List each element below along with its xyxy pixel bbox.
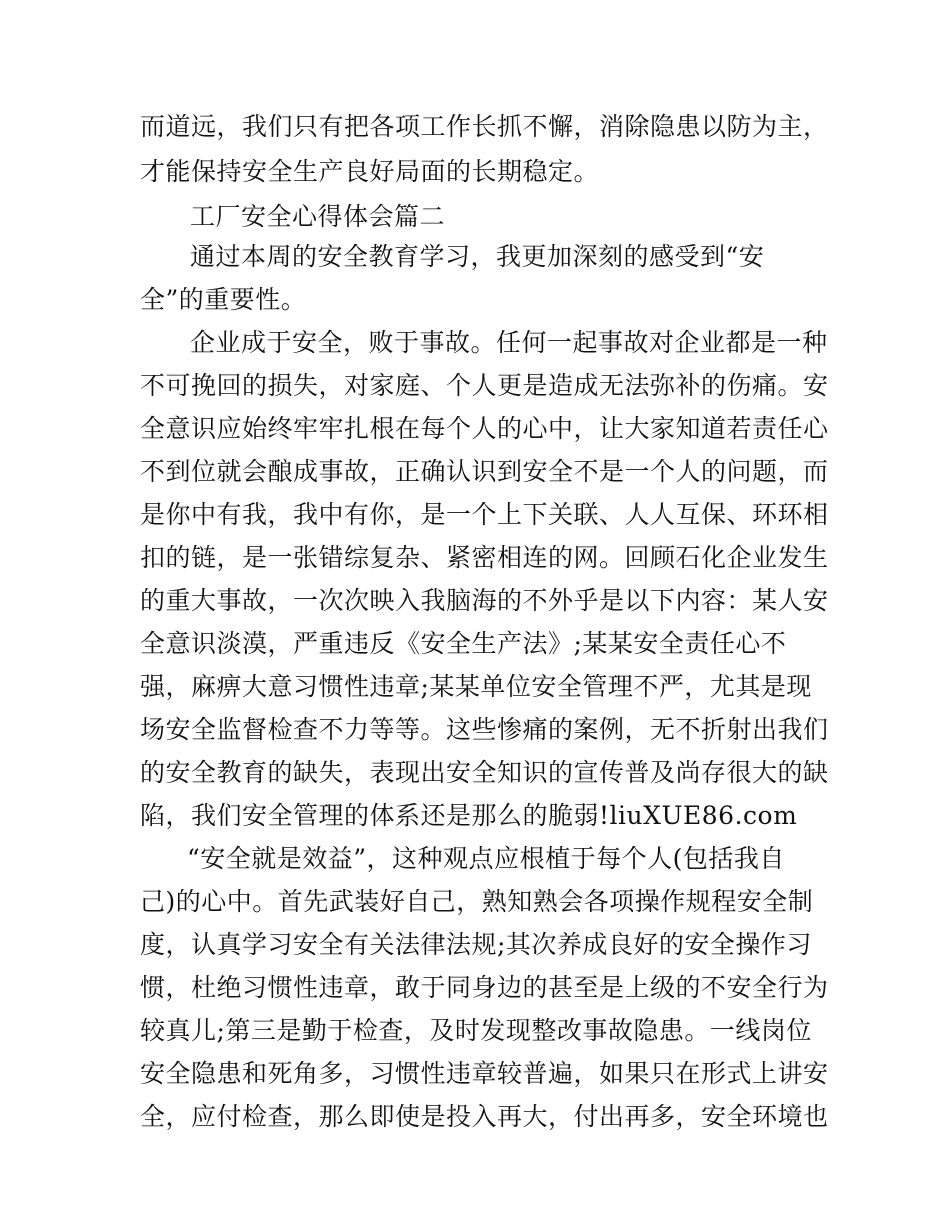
text-line: 全，应付检查，那么即使是投入再大，付出再多，安全环境也 [140,1102,829,1131]
text-line: 度，认真学习安全有关法律法规;其次养成良好的安全操作习 [140,930,812,959]
text-line: 己)的心中。首先武装好自己，熟知熟会各项操作规程安全制 [140,887,814,916]
text-line: “安全就是效益”，这种观点应根植于每个人(包括我自 [187,844,785,873]
text-line: 而道远，我们只有把各项工作长抓不懈，消除隐患以防为主， [140,112,829,141]
text-line: 企业成于安全，败于事故。任何一起事故对企业都是一种 [190,328,828,357]
section-heading: 工厂安全心得体会篇二 [190,202,446,231]
text-line: 全”的重要性。 [140,285,307,314]
text-line: 较真儿;第三是勤于检查，及时发现整改事故隐患。一线岗位 [140,1016,812,1045]
text-line: 全意识应始终牢牢扎根在每个人的心中，让大家知道若责任心 [140,414,829,443]
text-line: 场安全监督检查不力等等。这些惨痛的案例，无不折射出我们 [140,715,829,744]
text-line: 惯，杜绝习惯性违章，敢于同身边的甚至是上级的不安全行为 [140,973,829,1002]
text-line: 不到位就会酿成事故，正确认识到安全不是一个人的问题，而 [140,457,829,486]
text-line: 安全隐患和死角多，习惯性违章较普遍，如果只在形式上讲安 [140,1059,829,1088]
text-line: 陷，我们安全管理的体系还是那么的脆弱!liuXUE86.com [140,801,798,830]
text-line: 强，麻痹大意习惯性违章;某某单位安全管理不严，尤其是现 [140,672,812,701]
text-line: 不可挽回的损失，对家庭、个人更是造成无法弥补的伤痛。安 [140,371,829,400]
text-line: 扣的链，是一张错综复杂、紧密相连的网。回顾石化企业发生 [140,543,829,572]
text-line: 才能保持安全生产良好局面的长期稳定。 [140,157,600,186]
text-line: 的安全教育的缺失，表现出安全知识的宣传普及尚存很大的缺 [140,758,829,787]
text-line: 是你中有我，我中有你，是一个上下关联、人人互保、环环相 [140,500,829,529]
text-line: 通过本周的安全教育学习，我更加深刻的感受到“安 [190,242,765,271]
text-line: 全意识淡漠，严重违反《安全生产法》;某某安全责任心不 [140,629,787,658]
text-line: 的重大事故，一次次映入我脑海的不外乎是以下内容：某人安 [140,586,829,615]
